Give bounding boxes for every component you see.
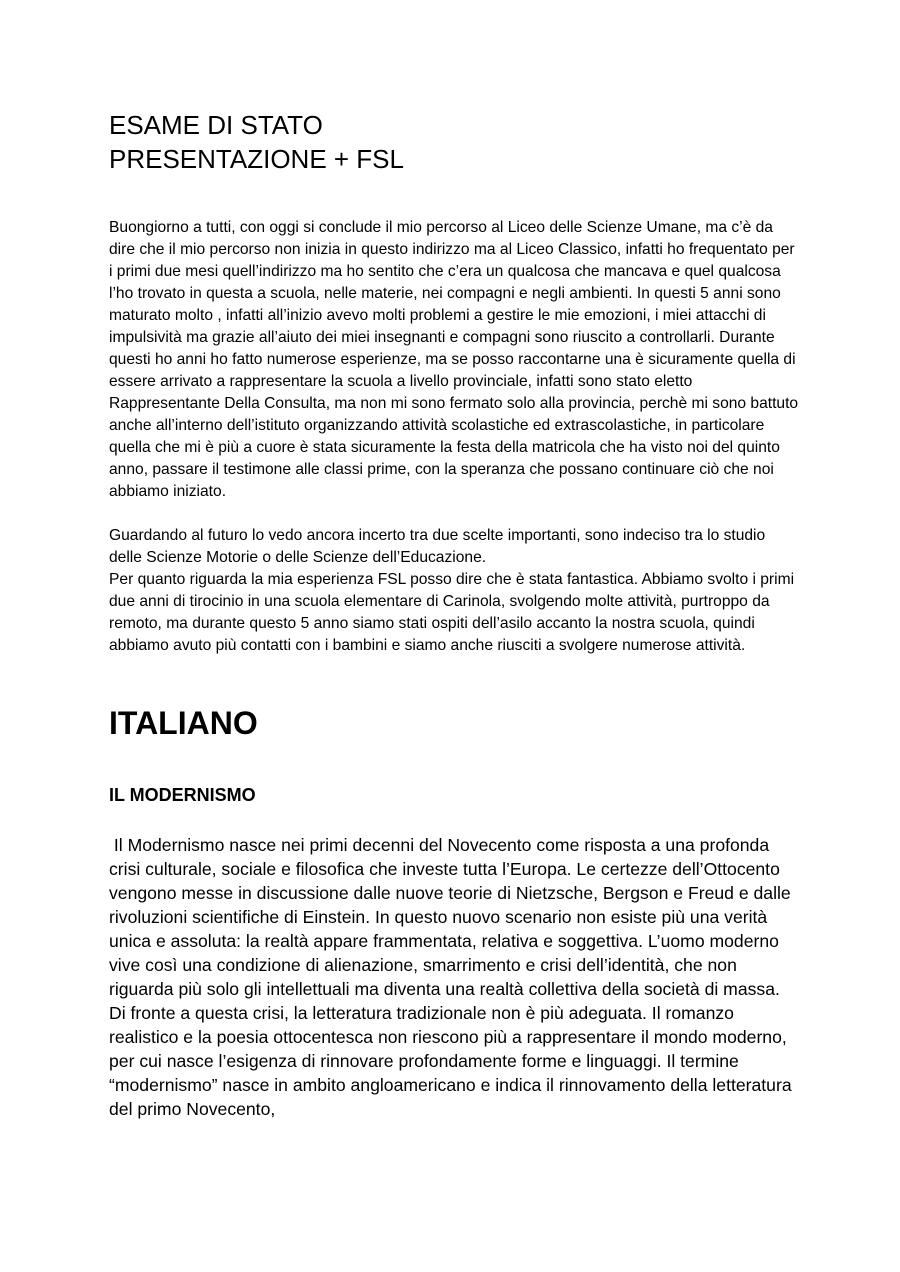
title-line-2: PRESENTAZIONE + FSL xyxy=(109,144,404,174)
title-line-1: ESAME DI STATO xyxy=(109,110,323,140)
document-page xyxy=(109,108,799,1121)
section-heading-italiano: ITALIANO xyxy=(109,705,258,741)
subsection-heading-modernismo: IL MODERNISMO xyxy=(109,785,256,805)
intro-paragraph-2: Guardando al futuro lo vedo ancora incerto tra due scelte importanti, sono indeciso tra lo studio delle Scienze Motorie o delle Scienze dell’Educazione. xyxy=(109,527,766,566)
modernismo-paragraph: Il Modernismo nasce nei primi decenni del Novecento come risposta a una profonda crisi culturale, sociale e filosofica che investe tutta l’Europa. Le certezze dell’Ottocento vengono messe in discussione dalle nuove teorie di Nietzsche, Bergson e Freud e dalle rivoluzioni scientifiche di Einstein. In questo nuovo scenario non esiste più una verità unica e assoluta: la realtà appare frammentata, relativa e soggettiva. L’uomo moderno vive così una condizione di alienazione, smarrimento e crisi dell’identità, che non riguarda più solo gli intellettuali ma diventa una realtà collettiva della società di massa. Di fronte a questa crisi, la letteratura tradizionale non è più adeguata. Il romanzo realistico e la poesia ottocentesca non riescono più a rappresentare il mondo moderno, per cui nasce l’esigenza di rinnovare profondamente forme e linguaggi. Il termine “modernismo” nasce in ambito angloamericano e indica il rinnovamento della letteratura del primo Novecento, xyxy=(109,835,797,1119)
paragraph-spacer xyxy=(109,503,799,525)
document-title xyxy=(109,108,799,176)
intro-paragraph-3: Per quanto riguarda la mia esperienza FSL posso dire che è stata fantastica. Abbiamo svolto i primi due anni di tirocinio in una scuola elementare di Carinola, svolgendo molte attività, purtroppo da remoto, ma durante questo 5 anno siamo stati ospiti dell’asilo accanto la nostra scuola, quindi abbiamo avuto più contatti con i bambini e siamo anche riusciti a svolgere numerose attività. xyxy=(109,571,795,654)
intro-section xyxy=(109,217,799,657)
intro-paragraph-1: Buongiorno a tutti, con oggi si conclude il mio percorso al Liceo delle Scienze Umane, ma c’è da dire che il mio percorso non inizia in questo indirizzo ma al Liceo Classico, infatti ho frequentato per i primi due mesi quell’indirizzo ma ho sentito che c’era un qualcosa che mancava e quel qualcosa l’ho trovato in questa a scuola, nelle materie, nei compagni e negli ambienti. In questi 5 anni sono maturato molto , infatti all’inizio avevo molti problemi a gestire le mie emozioni, i miei attacchi di impulsività ma grazie all’aiuto dei miei insegnanti e compagni sono riuscito a controllarli. Durante questi ho anni ho fatto numerose esperienze, ma se posso raccontarne una è sicuramente quella di essere arrivato a rappresentare la scuola a livello provinciale, infatti sono stato eletto Rappresentante Della Consulta, ma non mi sono fermato solo alla provincia, perchè mi sono battuto anche all’interno dell’istituto organizzando attività scolastiche ed extrascolastiche, in particolare quella che mi è più a cuore è stata sicuramente la festa della matricola che ha visto noi del quinto anno, passare il testimone alle classi prime, con la speranza che possano continuare ciò che noi abbiamo iniziato. xyxy=(109,219,799,500)
